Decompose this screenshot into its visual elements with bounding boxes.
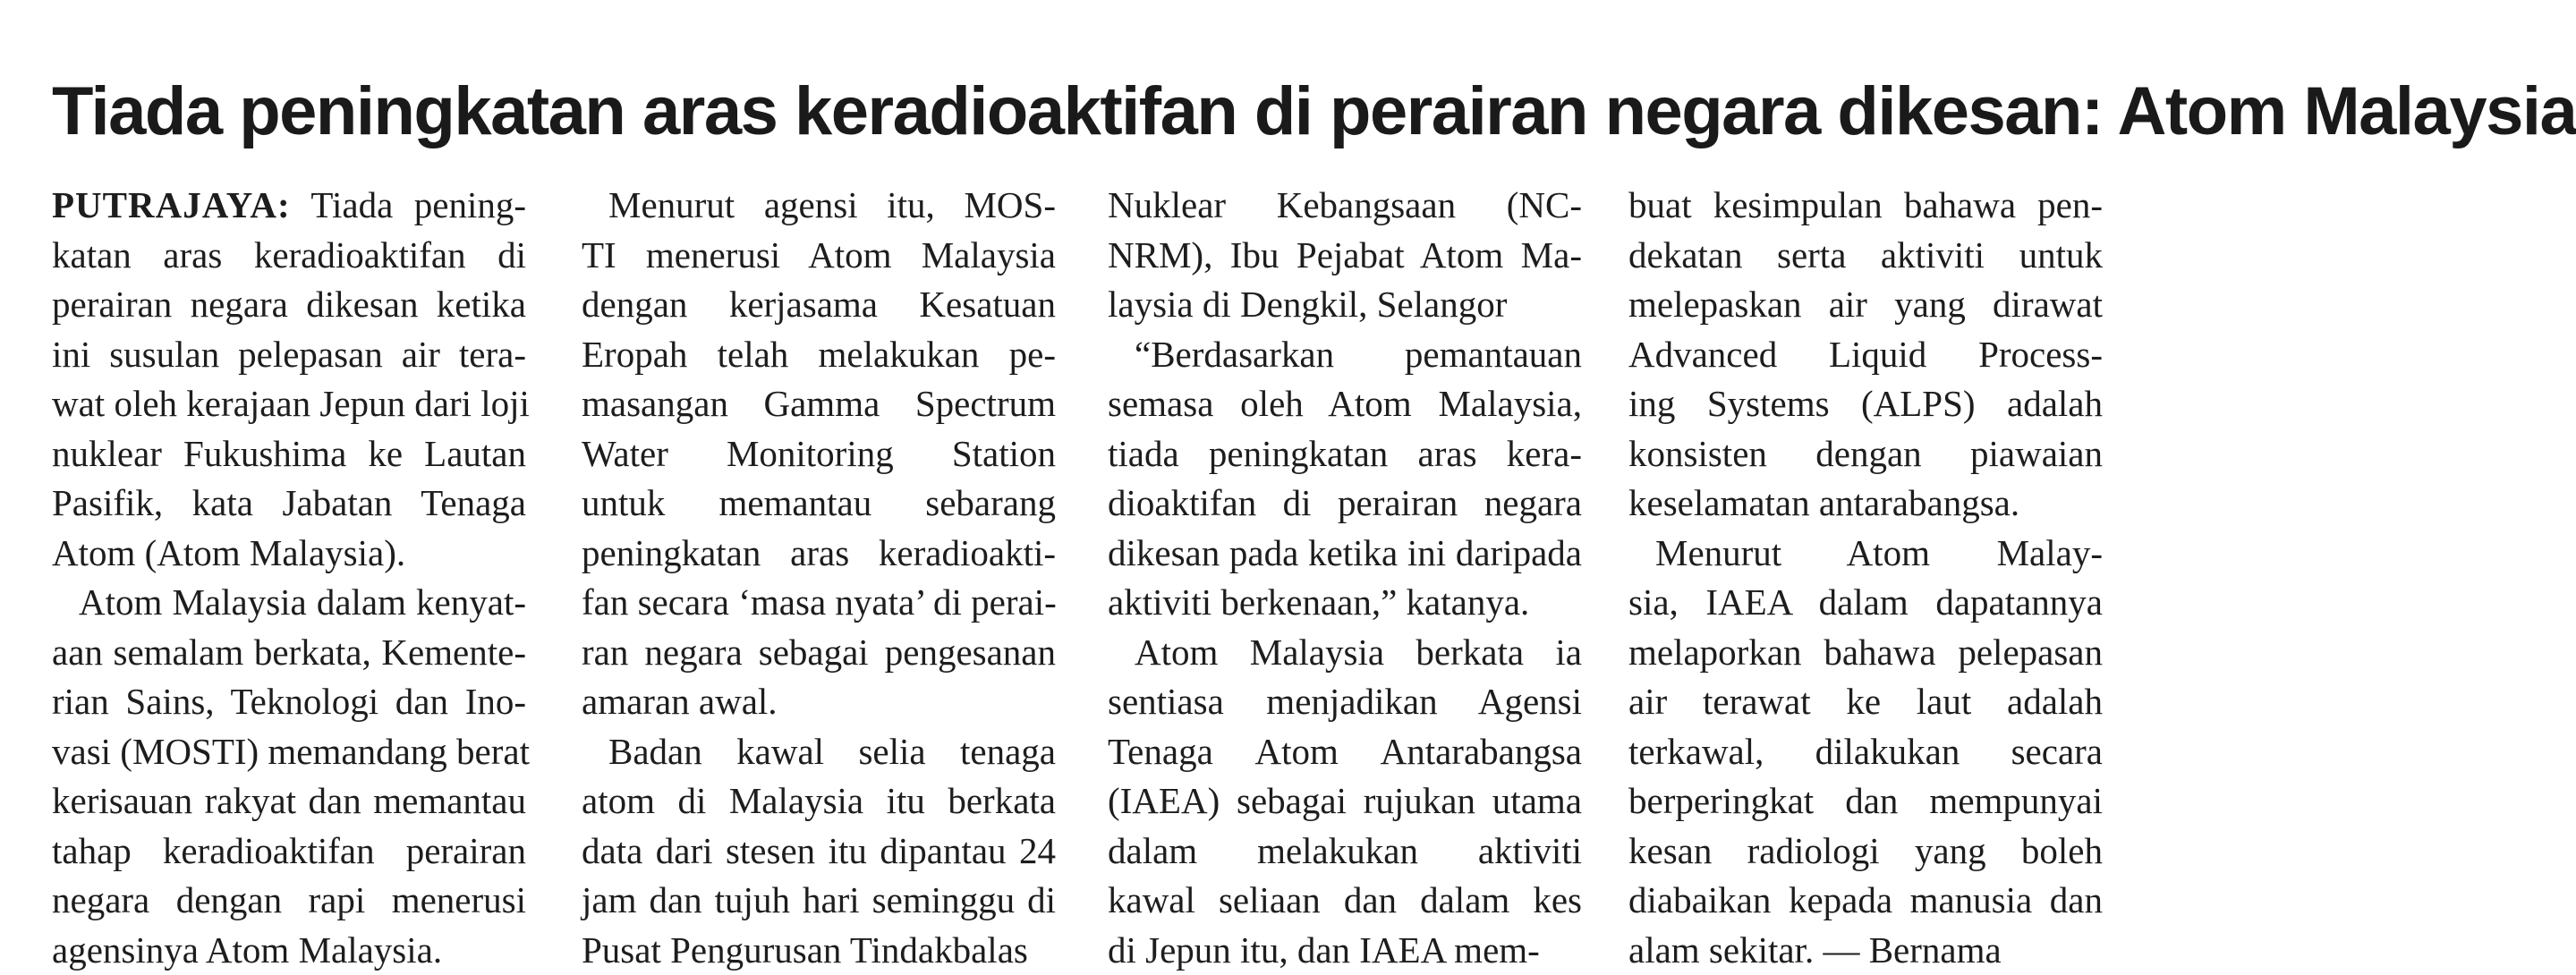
text-line: ing Systems (ALPS) adalah	[1628, 379, 2103, 429]
text-line: negara dengan rapi menerusi	[52, 876, 526, 926]
text-line: agensinya Atom Malaysia.	[52, 926, 526, 975]
dateline: PUTRAJAYA:	[52, 184, 291, 225]
text-line: keselamatan antarabangsa.	[1628, 479, 2103, 529]
text-line: Menurut agensi itu, MOS-	[582, 181, 1056, 231]
text-line: katan aras keradioaktifan di	[52, 231, 526, 281]
text-line: Nuklear Kebangsaan (NC-	[1108, 181, 1582, 231]
text-line: jam dan tujuh hari seminggu di	[582, 876, 1056, 926]
text-line: dikesan pada ketika ini daripada	[1108, 529, 1582, 579]
text-line: aan semalam berkata, Kemente-	[52, 628, 526, 678]
text-line: dengan kerjasama Kesatuan	[582, 280, 1056, 330]
text-line: “Berdasarkan pemantauan	[1108, 330, 1582, 380]
text-line: buat kesimpulan bahawa pen-	[1628, 181, 2103, 231]
text-line: Water Monitoring Station	[582, 429, 1056, 479]
text-line: melaporkan bahawa pelepasan	[1628, 628, 2103, 678]
text-line: data dari stesen itu dipantau 24	[582, 827, 1056, 877]
text-line: diabaikan kepada manusia dan	[1628, 876, 2103, 926]
text-line: Badan kawal selia tenaga	[582, 727, 1056, 777]
article-column-1	[52, 181, 526, 975]
article-column-3	[1108, 181, 1582, 975]
text-line: TI menerusi Atom Malaysia	[582, 231, 1056, 281]
text-line: kesan radiologi yang boleh	[1628, 827, 2103, 877]
text-line: dekatan serta aktiviti untuk	[1628, 231, 2103, 281]
text-line: Advanced Liquid Process-	[1628, 330, 2103, 380]
text-line: Atom Malaysia berkata ia	[1108, 628, 1582, 678]
text-line: Eropah telah melakukan pe-	[582, 330, 1056, 380]
text-line: Pusat Pengurusan Tindakbalas	[582, 926, 1056, 975]
article-headline: Tiada peningkatan aras keradioaktifan di perairan negara dikesan: Atom Malaysia	[52, 72, 2110, 152]
text-line: melepaskan air yang dirawat	[1628, 280, 2103, 330]
text-line: berperingkat dan mempunyai	[1628, 776, 2103, 827]
text-line: semasa oleh Atom Malaysia,	[1108, 379, 1582, 429]
text-line: Menurut Atom Malay-	[1628, 529, 2103, 579]
text-line: dioaktifan di perairan negara	[1108, 479, 1582, 529]
text-line: terkawal, dilakukan secara	[1628, 727, 2103, 777]
text-line: di Jepun itu, dan IAEA mem-	[1108, 926, 1582, 975]
text-line: rian Sains, Teknologi dan Ino-	[52, 677, 526, 727]
text-line: fan secara ‘masa nyata’ di perai-	[582, 578, 1056, 628]
text-line: dalam melakukan aktiviti	[1108, 827, 1582, 877]
text-line: sentiasa menjadikan Agensi	[1108, 677, 1582, 727]
text-line: ran negara sebagai pengesanan	[582, 628, 1056, 678]
text-line: aktiviti berkenaan,” katanya.	[1108, 578, 1582, 628]
text-line: alam sekitar. — Bernama	[1628, 926, 2103, 975]
text-line: ini susulan pelepasan air tera-	[52, 330, 526, 380]
text-line: untuk memantau sebarang	[582, 479, 1056, 529]
text-line: Atom Malaysia dalam kenyat-	[52, 578, 526, 628]
text-line: wat oleh kerajaan Jepun dari loji	[52, 379, 526, 429]
text-line: tiada peningkatan aras kera-	[1108, 429, 1582, 479]
text-line: kerisauan rakyat dan memantau	[52, 776, 526, 827]
text-line: Pasifik, kata Jabatan Tenaga	[52, 479, 526, 529]
text-line: peningkatan aras keradioakti-	[582, 529, 1056, 579]
text-line: NRM), Ibu Pejabat Atom Ma-	[1108, 231, 1582, 281]
text-line: tahap keradioaktifan perairan	[52, 827, 526, 877]
text-line: laysia di Dengkil, Selangor	[1108, 280, 1582, 330]
text-line: Tenaga Atom Antarabangsa	[1108, 727, 1582, 777]
text-line: perairan negara dikesan ketika	[52, 280, 526, 330]
text-line: Atom (Atom Malaysia).	[52, 529, 526, 579]
text-line: PUTRAJAYA: Tiada pening-	[52, 181, 526, 231]
text-line: sia, IAEA dalam dapatannya	[1628, 578, 2103, 628]
text-line: kawal seliaan dan dalam kes	[1108, 876, 1582, 926]
text-line: (IAEA) sebagai rujukan utama	[1108, 776, 1582, 827]
article-column-4	[1628, 181, 2103, 975]
text-line: konsisten dengan piawaian	[1628, 429, 2103, 479]
text-line: vasi (MOSTI) memandang berat	[52, 727, 526, 777]
text-line: air terawat ke laut adalah	[1628, 677, 2103, 727]
text-line: amaran awal.	[582, 677, 1056, 727]
article-column-2	[582, 181, 1056, 975]
text-line: masangan Gamma Spectrum	[582, 379, 1056, 429]
text-line: nuklear Fukushima ke Lautan	[52, 429, 526, 479]
text-line: atom di Malaysia itu berkata	[582, 776, 1056, 827]
